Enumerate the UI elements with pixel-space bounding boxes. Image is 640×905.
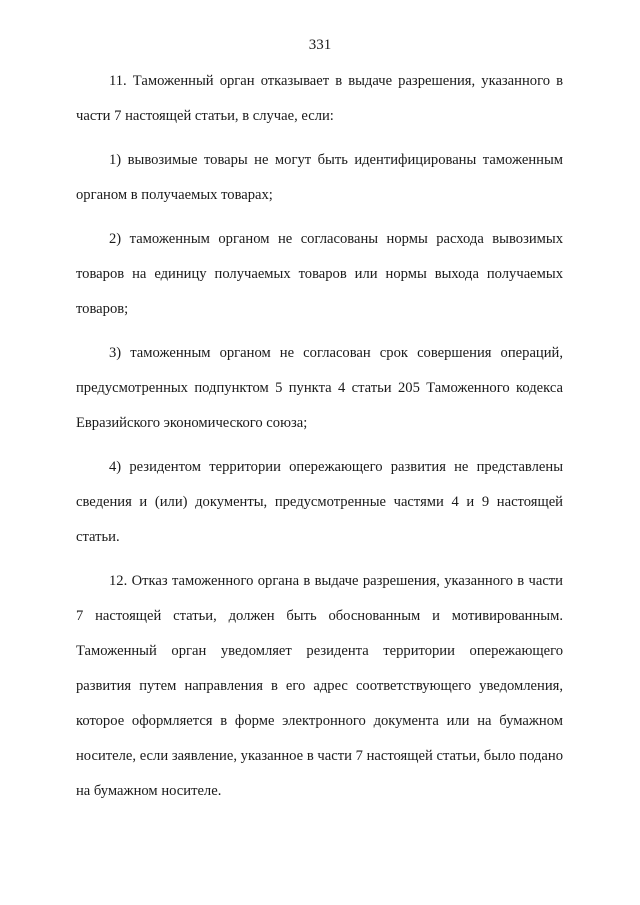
paragraph-item-4: 4) резидентом территории опережающего развития не представлены сведения и (или) документы, предусмотренные частями 4 и 9 настоящей статьи. (76, 459, 563, 545)
paragraph-item-2: 2) таможенным органом не согласованы нормы расхода вывозимых товаров на единицу получаемых товаров или нормы выхода получаемых товаров; (76, 231, 563, 317)
paragraph-item-3: 3) таможенным органом не согласован срок совершения операций, предусмотренных подпунктом 5 пункта 4 статьи 205 Таможенного кодекса Евразийского экономического союза; (76, 345, 563, 431)
document-body (76, 64, 563, 818)
paragraph-item-1: 1) вывозимые товары не могут быть идентифицированы таможенным органом в получаемых товарах; (76, 152, 563, 203)
paragraph-clause-12: 12. Отказ таможенного органа в выдаче разрешения, указанного в части 7 настоящей статьи, должен быть обоснованным и мотивированным. Таможенный орган уведомляет резидента территории опережающего развития путем направления в его адрес соответствующего уведомления, которое оформляется в форме электронного документа или на бумажном носителе, если заявление, указанное в части 7 настоящей статьи, было подано на бумажном носителе. (76, 573, 563, 799)
paragraph-clause-11: 11. Таможенный орган отказывает в выдаче разрешения, указанного в части 7 настоящей статьи, в случае, если: (76, 73, 563, 124)
page-number: 331 (308, 37, 332, 53)
